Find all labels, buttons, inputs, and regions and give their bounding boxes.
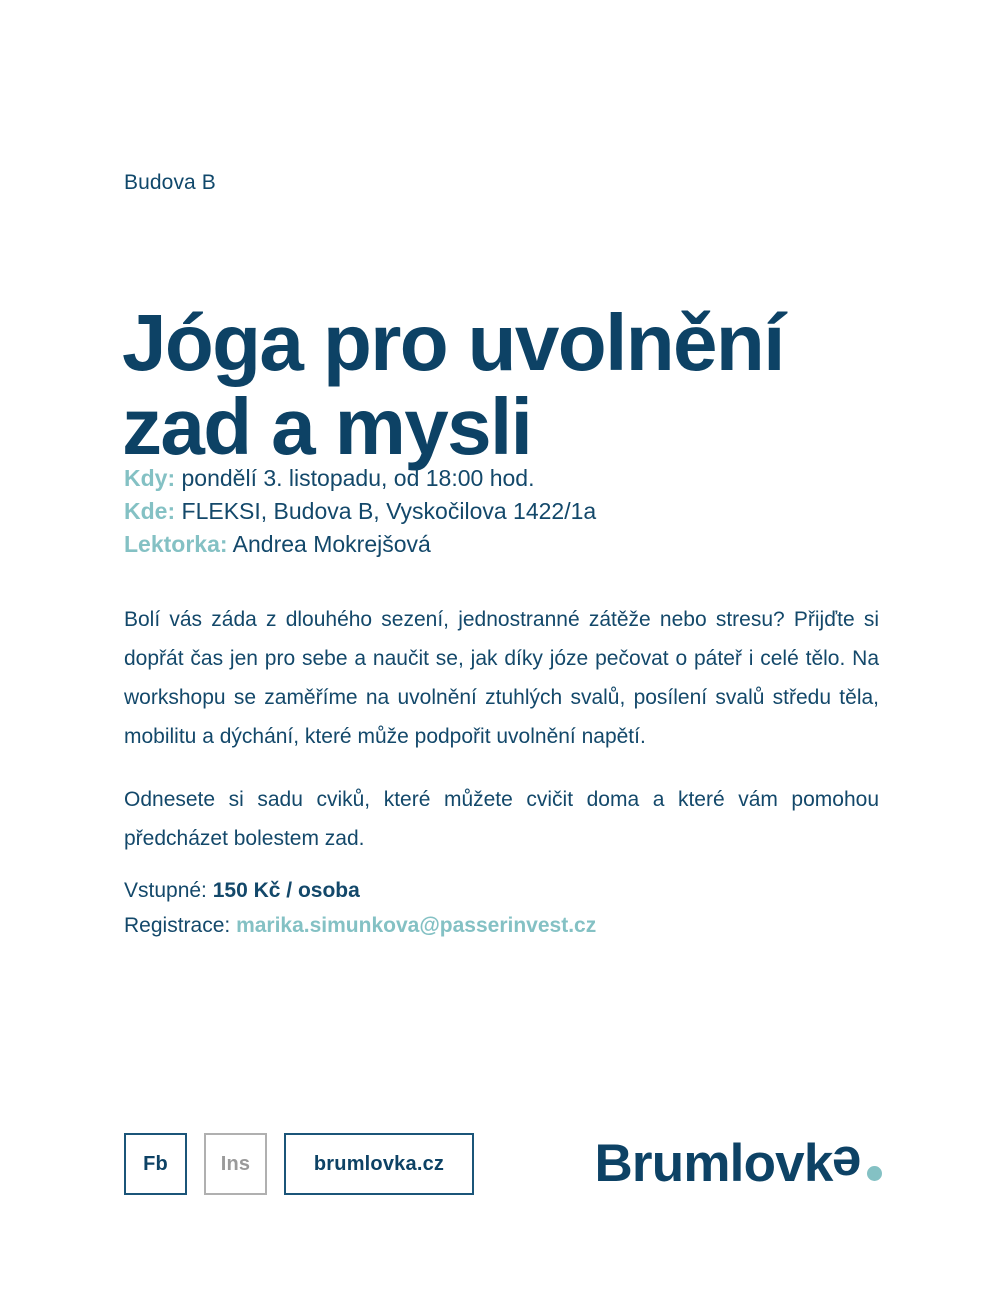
description	[124, 600, 879, 858]
facebook-link-button[interactable]: Fb	[124, 1133, 187, 1195]
registration-email-link[interactable]: marika.simunkova@passerinvest.cz	[236, 914, 597, 937]
instagram-link-button[interactable]: Ins	[204, 1133, 267, 1195]
detail-row-where	[124, 495, 884, 528]
registration-label: Registrace:	[124, 914, 231, 937]
brumlovka-logo	[594, 1136, 882, 1192]
page-title-line-1: Jóga pro uvolnění	[122, 297, 784, 387]
registration-row	[124, 908, 884, 943]
page-title-line-2: zad a mysli	[122, 381, 532, 471]
detail-value-when: pondělí 3. listopadu, od 18:00 hod.	[181, 465, 535, 491]
detail-label-when: Kdy:	[124, 465, 176, 491]
detail-row-when	[124, 462, 884, 495]
detail-row-instructor	[124, 528, 884, 561]
detail-label-instructor: Lektorka:	[124, 531, 228, 557]
brumlovka-logo-schwa-glyph: e	[831, 1135, 861, 1194]
price-label: Vstupné:	[124, 879, 207, 902]
detail-value-where: FLEKSI, Budova B, Vyskočilova 1422/1a	[181, 498, 597, 524]
event-details	[124, 462, 884, 561]
price-value: 150 Kč / osoba	[212, 879, 360, 902]
building-label: Budova B	[124, 171, 216, 194]
brumlovka-logo-wordmark: Brumlovk	[594, 1134, 833, 1193]
price-row	[124, 873, 884, 908]
description-paragraph-1: Bolí vás záda z dlouhého sezení, jednostranné zátěže nebo stresu? Přijďte si dopřát čas jen pro sebe a naučit se, jak díky józe pečovat o páteř i celé tělo. Na workshopu se zaměříme na uvolnění ztuhlých svalů, posílení svalů středu těla, mobilitu a dýchání, které může podpořit uvolnění napětí.	[124, 608, 879, 748]
detail-label-where: Kde:	[124, 498, 176, 524]
page-title	[122, 297, 922, 471]
brumlovka-logo-dot-icon	[867, 1166, 882, 1181]
detail-value-instructor: Andrea Mokrejšová	[232, 531, 431, 557]
website-link-button[interactable]: brumlovka.cz	[284, 1133, 474, 1195]
footer-links	[124, 1133, 474, 1195]
description-paragraph-2: Odnesete si sadu cviků, které můžete cvičit doma a které vám pomohou předcházet bolestem zad.	[124, 788, 879, 850]
price-and-registration	[124, 873, 884, 943]
